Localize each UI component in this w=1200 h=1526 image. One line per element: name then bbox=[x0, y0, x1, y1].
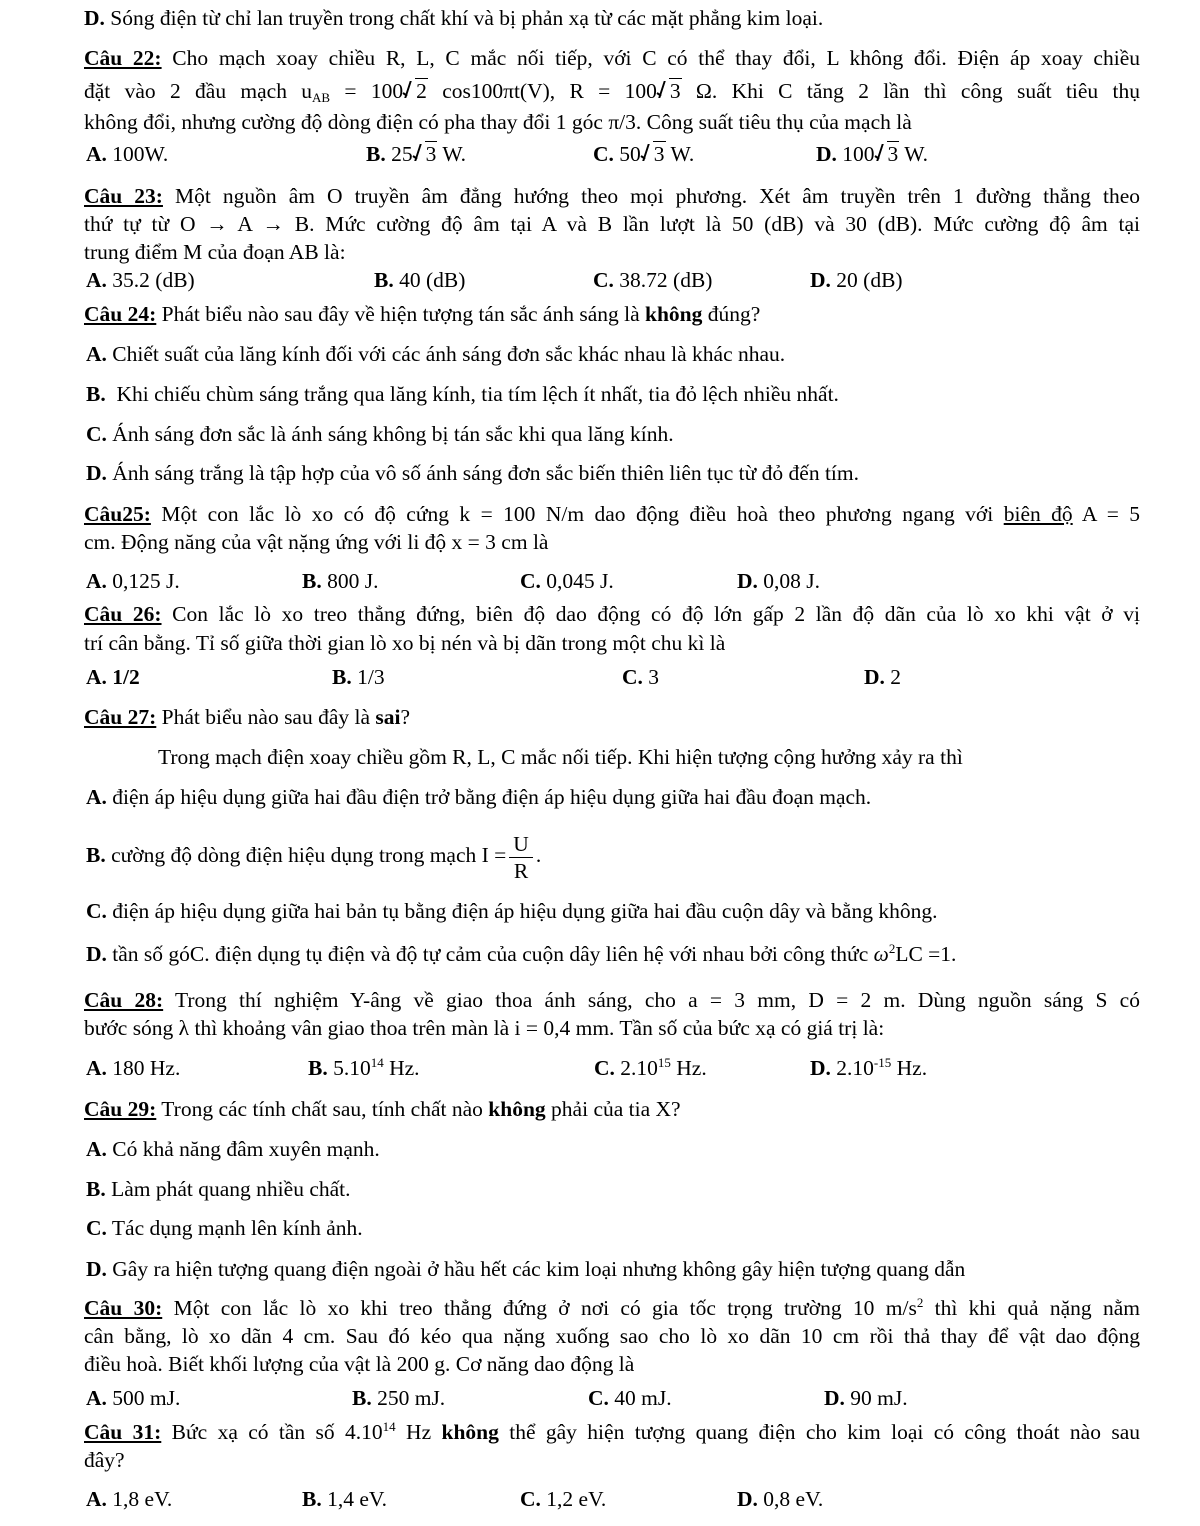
q27-option-d[interactable] bbox=[86, 940, 956, 968]
q22-option-d[interactable] bbox=[816, 140, 928, 168]
option-letter: B. bbox=[352, 1386, 372, 1410]
q26-line-2: trí cân bằng. Tỉ số giữa thời gian lò xo bị nén và bị dãn trong một chu kì là bbox=[84, 631, 726, 655]
option-text: Chiết suất của lăng kính đối với các ánh sáng đơn sắc khác nhau là khác nhau. bbox=[112, 342, 786, 366]
option-letter: B. bbox=[86, 843, 106, 867]
question-label: Câu25: bbox=[84, 502, 151, 526]
numerator: U bbox=[509, 831, 533, 858]
option-text: 50 bbox=[619, 142, 641, 166]
q22-line-3: không đổi, nhưng cường độ dòng điện có pha thay đổi 1 góc π/3. Công suất tiêu thụ của mạch là bbox=[84, 110, 912, 134]
q23-line-2: thứ tự từ O → A → B. Mức cường độ âm tại A và B lần lượt là 50 (dB) và 30 (dB). Mức cường độ âm tại bbox=[84, 212, 1140, 236]
q26-option-b[interactable] bbox=[332, 663, 385, 691]
option-letter: A. bbox=[86, 268, 107, 292]
question-text: Một con lắc lò xo có độ cứng k = 100 N/m dao động điều hoà theo phương ngang với bbox=[161, 502, 994, 526]
option-letter: D. bbox=[864, 665, 885, 689]
q30-option-d[interactable] bbox=[824, 1384, 908, 1412]
question-text: Một con lắc lò xo khi treo thẳng đứng ở nơi có gia tốc trọng trường 10 m/s bbox=[173, 1296, 917, 1320]
option-letter: A. bbox=[86, 1137, 107, 1161]
option-text: Hz. bbox=[670, 1056, 707, 1080]
q31-line-1 bbox=[84, 1418, 1140, 1446]
q27-option-b[interactable]: B. cường độ dòng điện hiệu dụng trong mạch I = $\frac{U}{R}$ . bbox=[86, 831, 542, 883]
option-letter: D. bbox=[737, 569, 758, 593]
option-text: Có khả năng đâm xuyên mạnh. bbox=[112, 1137, 380, 1161]
option-letter: D. bbox=[816, 142, 837, 166]
option-letter: C. bbox=[593, 268, 614, 292]
option-letter: B. bbox=[374, 268, 394, 292]
q23-line-3: trung điểm M của đoạn AB là: bbox=[84, 240, 346, 264]
sqrt-symbol bbox=[875, 140, 900, 168]
option-text: 0,8 eV. bbox=[763, 1487, 824, 1511]
question-text: A = 5 bbox=[1081, 502, 1140, 526]
subscript: AB bbox=[312, 90, 331, 105]
sqrt-symbol bbox=[403, 77, 428, 105]
option-letter: B. bbox=[366, 142, 386, 166]
option-text: 38.72 (dB) bbox=[619, 268, 713, 292]
q31-option-c[interactable] bbox=[520, 1485, 606, 1513]
superscript: 15 bbox=[657, 1055, 671, 1070]
option-letter: B. bbox=[308, 1056, 328, 1080]
q28-option-b[interactable] bbox=[308, 1054, 420, 1082]
q30-line-1 bbox=[84, 1294, 1140, 1322]
option-text: Gây ra hiện tượng quang điện ngoài ở hầu hết các kim loại nhưng không gây hiện tượng quang dẫn bbox=[112, 1257, 966, 1281]
option-letter: A. bbox=[86, 1386, 107, 1410]
q26-option-a[interactable] bbox=[86, 663, 140, 691]
option-text: Tác dụng mạnh lên kính ảnh. bbox=[111, 1216, 363, 1240]
option-text: điện áp hiệu dụng giữa hai bản tụ bằng điện áp hiệu dụng giữa hai đầu cuộn dây và bằng không. bbox=[112, 899, 938, 923]
q27-stem bbox=[84, 703, 1140, 731]
option-text: Ánh sáng trắng là tập hợp của vô số ánh sáng đơn sắc biến thiên liên tục từ đỏ đến tím. bbox=[112, 461, 859, 485]
q26-option-c[interactable] bbox=[622, 663, 659, 691]
option-text: 500 mJ. bbox=[112, 1386, 181, 1410]
question-label: Câu 27: bbox=[84, 705, 157, 729]
option-letter: C. bbox=[622, 665, 643, 689]
option-letter: C. bbox=[593, 142, 614, 166]
q29-option-d[interactable] bbox=[86, 1255, 965, 1283]
question-label: Câu 24: bbox=[84, 302, 157, 326]
option-letter: C. bbox=[520, 569, 541, 593]
q25-line-1 bbox=[84, 500, 1140, 528]
q27-option-c[interactable] bbox=[86, 897, 937, 925]
option-text: 2.10 bbox=[620, 1056, 658, 1080]
option-text: Hz. bbox=[891, 1056, 928, 1080]
fraction-u-over-r bbox=[509, 831, 533, 884]
q31-option-d[interactable] bbox=[737, 1485, 823, 1513]
question-text: đúng? bbox=[707, 302, 761, 326]
q22-option-c[interactable] bbox=[593, 140, 694, 168]
q29-option-a[interactable] bbox=[86, 1135, 380, 1163]
option-letter: D. bbox=[86, 1257, 107, 1281]
option-text: 1,2 eV. bbox=[546, 1487, 607, 1511]
sqrt-symbol bbox=[641, 140, 666, 168]
option-letter: C. bbox=[588, 1386, 609, 1410]
option-letter: C. bbox=[520, 1487, 541, 1511]
radicand: 3 bbox=[887, 142, 899, 166]
option-letter: B. bbox=[86, 382, 106, 406]
option-letter: D. bbox=[824, 1386, 845, 1410]
question-label: Câu 26: bbox=[84, 602, 162, 626]
q22-option-b[interactable] bbox=[366, 140, 466, 168]
option-letter: A. bbox=[86, 665, 107, 689]
superscript: -15 bbox=[873, 1055, 892, 1070]
q23-option-c[interactable] bbox=[593, 266, 712, 294]
option-text: W. bbox=[442, 142, 467, 166]
question-label: Câu 31: bbox=[84, 1420, 162, 1444]
q22-line-1 bbox=[84, 44, 1140, 72]
option-letter: D. bbox=[810, 268, 831, 292]
radicand: 3 bbox=[653, 142, 665, 166]
q23-line-1 bbox=[84, 182, 1140, 210]
question-text: Trong các tính chất sau, tính chất nào bbox=[161, 1097, 483, 1121]
q24-option-d[interactable] bbox=[86, 459, 859, 487]
option-letter: D. bbox=[86, 942, 107, 966]
option-text: 2.10 bbox=[836, 1056, 874, 1080]
question-text: Phát biểu nào sau đây về hiện tượng tán sắc ánh sáng là bbox=[161, 302, 640, 326]
emphasis-text: sai bbox=[375, 705, 401, 729]
q31-line-2: đây? bbox=[84, 1448, 125, 1472]
question-label: Câu 28: bbox=[84, 988, 164, 1012]
question-text: ? bbox=[400, 705, 411, 729]
option-text: tần số góC. điện dụng tụ điện và độ tự cảm của cuộn dây liên hệ với nhau bởi công thức bbox=[112, 942, 869, 966]
q30-line-3: điều hoà. Biết khối lượng của vật là 200 g. Cơ năng dao động là bbox=[84, 1352, 635, 1376]
q30-line-2: cân bằng, lò xo dãn 4 cm. Sau đó kéo qua nặng xuống sao cho lò xo dãn 10 cm rồi thả thay để vật dao động bbox=[84, 1324, 1140, 1348]
sqrt-symbol bbox=[413, 140, 438, 168]
option-text: 100W. bbox=[112, 142, 169, 166]
q28-option-c[interactable] bbox=[594, 1054, 707, 1082]
option-letter: A. bbox=[86, 142, 107, 166]
option-text: 5.10 bbox=[333, 1056, 371, 1080]
q31-option-b[interactable] bbox=[302, 1485, 387, 1513]
q24-option-a[interactable] bbox=[86, 340, 785, 368]
superscript: 14 bbox=[382, 1419, 396, 1434]
option-letter: B. bbox=[302, 1487, 322, 1511]
q27-intro: Trong mạch điện xoay chiều gồm R, L, C mắc nối tiếp. Khi hiện tượng cộng hưởng xảy ra thì bbox=[158, 745, 963, 769]
option-letter: B. bbox=[86, 1177, 106, 1201]
option-text: 250 mJ. bbox=[377, 1386, 446, 1410]
option-text: Làm phát quang nhiều chất. bbox=[111, 1177, 351, 1201]
option-text: 40 (dB) bbox=[399, 268, 466, 292]
option-text: Sóng điện từ chỉ lan truyền trong chất khí và bị phản xạ từ các mặt phẳng kim loại. bbox=[110, 6, 824, 30]
question-text: Ω. Khi C tăng 2 lần thì công suất tiêu thụ bbox=[681, 79, 1140, 103]
option-letter: C. bbox=[86, 1216, 107, 1240]
option-text: W. bbox=[670, 142, 695, 166]
q30-option-a[interactable] bbox=[86, 1384, 180, 1412]
q27-option-a[interactable] bbox=[86, 783, 871, 811]
option-text: cường độ dòng điện hiệu dụng trong mạch I = bbox=[111, 843, 507, 867]
question-text: phải của tia X? bbox=[551, 1097, 681, 1121]
sqrt-symbol bbox=[657, 77, 682, 105]
question-label: Câu 23: bbox=[84, 184, 163, 208]
q23-option-b[interactable] bbox=[374, 266, 465, 294]
emphasis-text: không bbox=[645, 302, 703, 326]
q29-option-b[interactable] bbox=[86, 1175, 351, 1203]
option-text: 90 mJ. bbox=[850, 1386, 908, 1410]
q29-stem bbox=[84, 1095, 1140, 1123]
option-text: 100 bbox=[842, 142, 875, 166]
question-text: Một nguồn âm O truyền âm đẳng hướng theo mọi phương. Xét âm truyền trên 1 đường thẳng theo bbox=[175, 184, 1140, 208]
option-text: 800 J. bbox=[327, 569, 379, 593]
option-letter: A. bbox=[86, 569, 107, 593]
option-text: LC =1. bbox=[895, 942, 957, 966]
option-letter: A. bbox=[86, 342, 107, 366]
option-text: 40 mJ. bbox=[614, 1386, 672, 1410]
radicand: 2 bbox=[416, 79, 427, 103]
option-text: 0,08 J. bbox=[763, 569, 821, 593]
option-letter: C. bbox=[86, 899, 107, 923]
question-label: Câu 30: bbox=[84, 1296, 163, 1320]
question-text: Phát biểu nào sau đây là bbox=[161, 705, 371, 729]
question-text: thể gây hiện tượng quang điện cho kim loại có công thoát nào sau bbox=[509, 1420, 1141, 1444]
q23-option-a[interactable] bbox=[86, 266, 195, 294]
option-text: 3 bbox=[648, 665, 660, 689]
question-text: = 100 bbox=[330, 79, 404, 103]
option-text: 1/2 bbox=[112, 665, 140, 689]
q24-option-c[interactable] bbox=[86, 420, 674, 448]
emphasis-text: không bbox=[441, 1420, 499, 1444]
q28-line-1 bbox=[84, 986, 1140, 1014]
radicand: 3 bbox=[425, 142, 437, 166]
option-letter: A. bbox=[86, 785, 107, 809]
option-letter: A. bbox=[86, 1487, 107, 1511]
option-text: 1,8 eV. bbox=[112, 1487, 173, 1511]
q25-line-2: cm. Động năng của vật nặng ứng với li độ x = 3 cm là bbox=[84, 530, 549, 554]
q29-option-c[interactable] bbox=[86, 1214, 363, 1242]
radicand: 3 bbox=[669, 79, 681, 103]
question-text: Con lắc lò xo treo thẳng đứng, biên độ dao động có độ lớn gấp 2 lần độ dãn của lò xo khi vật ở vị bbox=[172, 602, 1141, 626]
question-text: Bức xạ có tần số 4.10 bbox=[171, 1420, 383, 1444]
option-letter: B. bbox=[302, 569, 322, 593]
omega-symbol: ω bbox=[873, 942, 889, 966]
question-text: Cho mạch xoay chiều R, L, C mắc nối tiếp, với C có thể thay đổi, L không đổi. Điện áp xoay chiều bbox=[172, 46, 1140, 70]
question-text: thì khi quả nặng nằm bbox=[923, 1296, 1141, 1320]
option-text: 2 bbox=[890, 665, 902, 689]
question-label: Câu 29: bbox=[84, 1097, 157, 1121]
q25-option-b[interactable] bbox=[302, 567, 378, 595]
emphasis-text: không bbox=[488, 1097, 546, 1121]
option-letter: A. bbox=[86, 1056, 107, 1080]
q23-option-d[interactable] bbox=[810, 266, 903, 294]
q30-option-b[interactable] bbox=[352, 1384, 445, 1412]
option-text: W. bbox=[904, 142, 928, 166]
option-letter: D. bbox=[737, 1487, 758, 1511]
previous-question-option-d bbox=[84, 4, 1140, 32]
option-letter: D. bbox=[810, 1056, 831, 1080]
option-text: 20 (dB) bbox=[836, 268, 903, 292]
option-letter: C. bbox=[594, 1056, 615, 1080]
question-label: Câu 22: bbox=[84, 46, 162, 70]
q26-line-1 bbox=[84, 600, 1140, 628]
option-text: 0,125 J. bbox=[112, 569, 180, 593]
question-text: Hz bbox=[395, 1420, 432, 1444]
q25-option-a[interactable] bbox=[86, 567, 180, 595]
option-text: 180 Hz. bbox=[112, 1056, 181, 1080]
denominator: R bbox=[513, 858, 529, 883]
q22-option-a[interactable] bbox=[86, 140, 168, 168]
q28-line-2: bước sóng λ thì khoảng vân giao thoa trên màn là i = 0,4 mm. Tần số của bức xạ có giá trị là: bbox=[84, 1016, 885, 1040]
superscript: 14 bbox=[370, 1055, 384, 1070]
option-text: Ánh sáng đơn sắc là ánh sáng không bị tán sắc khi qua lăng kính. bbox=[112, 422, 674, 446]
option-letter: D. bbox=[86, 461, 107, 485]
q22-line-2 bbox=[84, 77, 1140, 105]
option-text: 1/3 bbox=[357, 665, 385, 689]
q28-option-d[interactable] bbox=[810, 1054, 927, 1082]
question-text: Trong thí nghiệm Y-âng về giao thoa ánh sáng, cho a = 3 mm, D = 2 m. Dùng nguồn sáng S có bbox=[175, 988, 1140, 1012]
question-text: cos100πt(V), R = 100 bbox=[427, 79, 657, 103]
superscript: 2 bbox=[916, 1295, 924, 1310]
option-text: điện áp hiệu dụng giữa hai đầu điện trở bằng điện áp hiệu dụng giữa hai đầu đoạn mạch. bbox=[112, 785, 872, 809]
option-letter: D. bbox=[84, 6, 105, 30]
option-letter: C. bbox=[86, 422, 107, 446]
option-text: 25 bbox=[391, 142, 413, 166]
superscript: 2 bbox=[888, 941, 896, 956]
q25-option-d[interactable] bbox=[737, 567, 820, 595]
option-text: 0,045 J. bbox=[546, 569, 614, 593]
option-letter: B. bbox=[332, 665, 352, 689]
option-text: 1,4 eV. bbox=[327, 1487, 388, 1511]
question-text: đặt vào 2 đầu mạch u bbox=[84, 79, 313, 103]
q24-stem bbox=[84, 300, 1140, 328]
underlined-text: biên độ bbox=[1003, 502, 1073, 526]
option-text: 35.2 (dB) bbox=[112, 268, 195, 292]
q30-option-c[interactable] bbox=[588, 1384, 672, 1412]
q25-option-c[interactable] bbox=[520, 567, 614, 595]
q31-option-a[interactable] bbox=[86, 1485, 172, 1513]
q24-option-b[interactable] bbox=[86, 380, 839, 408]
q26-option-d[interactable] bbox=[864, 663, 901, 691]
option-text: Khi chiếu chùm sáng trắng qua lăng kính, tia tím lệch ít nhất, tia đỏ lệch nhiều nhất. bbox=[116, 382, 839, 406]
q28-option-a[interactable] bbox=[86, 1054, 180, 1082]
option-text: Hz. bbox=[383, 1056, 420, 1080]
